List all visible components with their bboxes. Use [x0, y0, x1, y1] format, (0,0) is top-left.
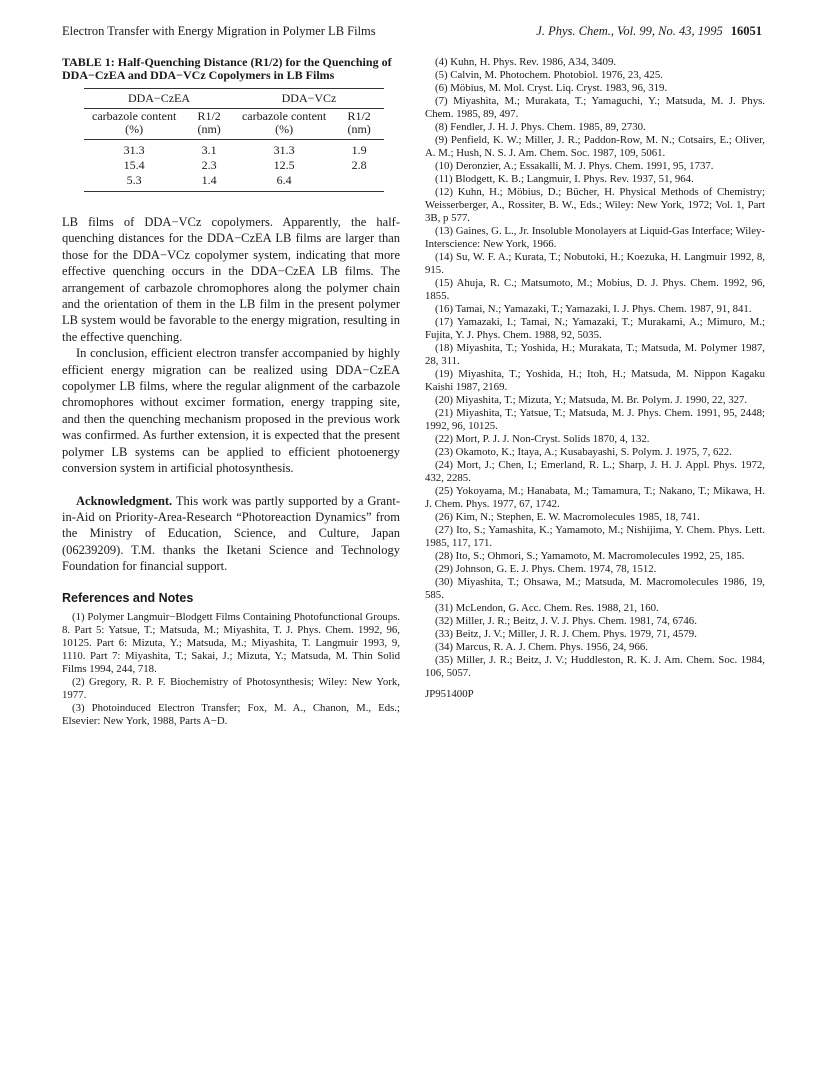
journal-name: J. Phys. Chem., Vol. 99, No. 43, 1995 — [536, 24, 723, 38]
page-number: 16051 — [730, 24, 762, 38]
table-cell: 1.9 — [351, 143, 367, 157]
body-text — [62, 214, 400, 575]
reference-item: (19) Miyashita, T.; Yoshida, H.; Itoh, H.; Matsuda, M. Nippon Kagaku Kaishi 1987, 2169. — [425, 368, 765, 393]
reference-item: (22) Mort, P. J. J. Non-Cryst. Solids 1870, 4, 132. — [435, 433, 650, 445]
acknowledgment — [62, 493, 400, 575]
table-cell: 3.1 — [201, 143, 217, 157]
table-cell: 1.4 — [201, 173, 217, 187]
reference-item: (35) Miller, J. R.; Beitz, J. V.; Huddleston, R. K. J. Am. Chem. Soc. 1984, 106, 5057. — [425, 654, 765, 679]
reference-item: (4) Kuhn, H. Phys. Rev. 1986, A34, 3409. — [435, 56, 617, 68]
reference-item: (16) Tamai, N.; Yamazaki, T.; Yamazaki, I. J. Phys. Chem. 1987, 91, 841. — [435, 303, 752, 315]
reference-item: (8) Fendler, J. H. J. Phys. Chem. 1985, 89, 2730. — [435, 121, 646, 133]
running-title: Electron Transfer with Energy Migration in Polymer LB Films — [62, 24, 376, 38]
reference-item: (3) Photoinduced Electron Transfer; Fox, M. A., Chanon, M., Eds.; Elsevier: New York, 1988, Parts A−D. — [62, 701, 400, 727]
reference-item: (5) Calvin, M. Photochem. Photobiol. 1976, 23, 425. — [435, 69, 663, 81]
reference-item: (29) Johnson, G. E. J. Phys. Chem. 1974, 78, 1512. — [435, 563, 657, 575]
reference-item: (9) Penfield, K. W.; Miller, J. R.; Paddon-Row, M. N.; Cotsairs, E.; Oliver, A. M.; Hush, N. S. J. Am. Chem. Soc. 1987, 109, 5061. — [425, 134, 765, 159]
reference-item: (27) Ito, S.; Yamashita, K.; Yamamoto, M.; Nishijima, Y. Chem. Phys. Lett. 1985, 117, 171. — [425, 524, 765, 549]
reference-item: (23) Okamoto, K.; Itaya, A.; Kusabayashi, S. Polym. J. 1975, 7, 622. — [435, 446, 732, 458]
reference-item: (34) Marcus, R. A. J. Chem. Phys. 1956, 24, 966. — [435, 641, 648, 653]
column-header-content: carbazole content (%) — [234, 109, 334, 140]
left-column — [62, 56, 400, 728]
reference-item: (32) Miller, J. R.; Beitz, J. V. J. Phys. Chem. 1981, 74, 6746. — [435, 615, 697, 627]
running-header — [62, 24, 762, 42]
reference-item: (12) Kuhn, H.; Möbius, D.; Bücher, H. Physical Methods of Chemistry; Weisserberger, A., Rossiter, B. W., Eds.; Wiley: New York, 1972; Vol. 1, Part 3B, p 577. — [425, 186, 765, 224]
table-cell: 31.3 — [273, 143, 295, 157]
reference-item: (11) Blodgett, K. B.; Langmuir, I. Phys. Rev. 1937, 51, 964. — [435, 173, 694, 185]
column-header-r: R1/2 (nm) — [184, 109, 234, 140]
reference-list-left — [62, 611, 400, 728]
reference-item: (1) Polymer Langmuir−Blodgett Films Containing Photofunctional Groups. 8. Part 5: Yatsue, T.; Matsuda, M.; Miyashita, T. J. Phys. Chem. 1992, 96, 10125. Part 6: Mizuta, Y.; Matsuda, M.; Miyashita, T. Langmuir 1993, 9, 1110. Part 7: Miyashita, T.; Sakai, J.; Mizuta, Y.; Matsuda, M. Thin Solid Films 1994, 244, 718. — [62, 610, 400, 675]
column-header-content: carbazole content (%) — [84, 109, 184, 140]
table-row — [84, 173, 384, 192]
manuscript-code: JP951400P — [425, 688, 474, 700]
acknowledgment-title: Acknowledgment. — [76, 493, 173, 508]
reference-item: (26) Kim, N.; Stephen, E. W. Macromolecules 1985, 18, 741. — [435, 511, 700, 523]
reference-item: (30) Miyashita, T.; Ohsawa, M.; Matsuda, M. Macromolecules 1986, 19, 585. — [425, 576, 765, 601]
conclusion-paragraph: In conclusion, efficient electron transfer accompanied by highly efficient energy migration can be realized using DDA−CzEA copolymer LB films, where the regular alignment of the carbazole chromophores without excimer formation, energy trapping site, and then the quenching mechanism proposed in the previous work was confirmed. As further extension, it is expected that the present polymer LB systems can be applied to efficient photoenergy conversion system in artificial photosynthesis. — [62, 346, 400, 476]
table-cell: 2.8 — [351, 158, 367, 172]
reference-item: (6) Möbius, M. Mol. Cryst. Liq. Cryst. 1983, 96, 319. — [435, 82, 668, 94]
reference-item: (13) Gaines, G. L., Jr. Insoluble Monolayers at Liquid-Gas Interface; Wiley-Interscience: New York, 1966. — [425, 225, 765, 250]
reference-item: (15) Ahuja, R. C.; Matsumoto, M.; Mobius, D. J. Phys. Chem. 1992, 96, 1855. — [425, 277, 765, 302]
table-row — [84, 158, 384, 173]
reference-item: (10) Deronzier, A.; Essakalli, M. J. Phys. Chem. 1991, 95, 1737. — [435, 160, 714, 172]
table-cell: 15.4 — [123, 158, 145, 172]
reference-item: (28) Ito, S.; Ohmori, S.; Yamamoto, M. Macromolecules 1992, 25, 185. — [435, 550, 745, 562]
reference-item: (14) Su, W. F. A.; Kurata, T.; Nobutoki, H.; Koezuka, H. Langmuir 1992, 8, 915. — [425, 251, 765, 276]
reference-item: (17) Yamazaki, I.; Tamai, N.; Yamazaki, T.; Murakami, A.; Mimuro, M.; Fujita, Y. J. Phys. Chem. 1988, 92, 5035. — [425, 316, 765, 341]
references-heading: References and Notes — [62, 590, 194, 605]
table-cell: 31.3 — [123, 143, 145, 157]
table-cell: 2.3 — [201, 158, 217, 172]
paragraph: LB films of DDA−VCz copolymers. Apparently, the half-quenching distances for the DDA−CzEA LB films are larger than those for the DDA−VCz copolymer system, indicating that more effective quenching occurs in the DDA−CzEA LB films. The arrangement of carbazole chromophores along the polymer chain and the orientation of them in the LB film in the present polymer LB system would be favorable to the energy migration, resulting in the effective quenching. — [62, 215, 400, 344]
table-cell: 12.5 — [273, 158, 295, 172]
table-cell: 5.3 — [126, 173, 142, 187]
acknowledgment-text: This work was partly supported by a Grant-in-Aid on Priority-Area-Research “Photoreaction Dynamics” from the Ministry of Education, Science, and Culture, Japan (06239209). T.M. thanks the Iketani Science and Technology Foundation for financial support. — [62, 493, 400, 574]
reference-list-right — [425, 56, 765, 680]
reference-item: (20) Miyashita, T.; Mizuta, Y.; Matsuda, M. Br. Polym. J. 1990, 22, 327. — [435, 394, 748, 406]
half-quenching-table — [84, 88, 384, 192]
reference-item: (33) Beitz, J. V.; Miller, J. R. J. Chem. Phys. 1979, 71, 4579. — [435, 628, 697, 640]
reference-item: (2) Gregory, R. P. F. Biochemistry of Photosynthesis; Wiley: New York, 1977. — [62, 675, 400, 701]
table-cell: 6.4 — [276, 173, 292, 187]
right-column — [425, 56, 765, 700]
reference-item: (24) Mort, J.; Chen, I.; Emerland, R. L.; Sharp, J. H. J. Appl. Phys. 1972, 432, 2285. — [425, 459, 765, 484]
reference-item: (18) Miyashita, T.; Yoshida, H.; Murakata, T.; Matsuda, M. Polymer 1987, 28, 311. — [425, 342, 765, 367]
column-header-r: R1/2 (nm) — [334, 109, 384, 140]
reference-item: (7) Miyashita, M.; Murakata, T.; Yamaguchi, Y.; Matsuda, M. J. Phys. Chem. 1985, 89, 497. — [425, 95, 765, 120]
group-header-czea: DDA−CzEA — [84, 89, 234, 109]
table-caption: TABLE 1: Half-Quenching Distance (R1/2) for the Quenching of DDA−CzEA and DDA−VCz Copolymers in LB Films — [62, 55, 392, 82]
reference-item: (25) Yokoyama, M.; Hanabata, M.; Tamamura, T.; Nakano, T.; Mikawa, H. J. Chem. Phys. 1977, 67, 1742. — [425, 485, 765, 510]
table-row — [84, 140, 384, 159]
journal-citation — [536, 24, 762, 39]
table-cell — [334, 173, 384, 192]
group-header-vcz: DDA−VCz — [234, 89, 384, 109]
reference-item: (21) Miyashita, T.; Yatsue, T.; Matsuda, M. J. Phys. Chem. 1991, 95, 2448; 1992, 96, 10125. — [425, 407, 765, 432]
reference-item: (31) McLendon, G. Acc. Chem. Res. 1988, 21, 160. — [435, 602, 659, 614]
